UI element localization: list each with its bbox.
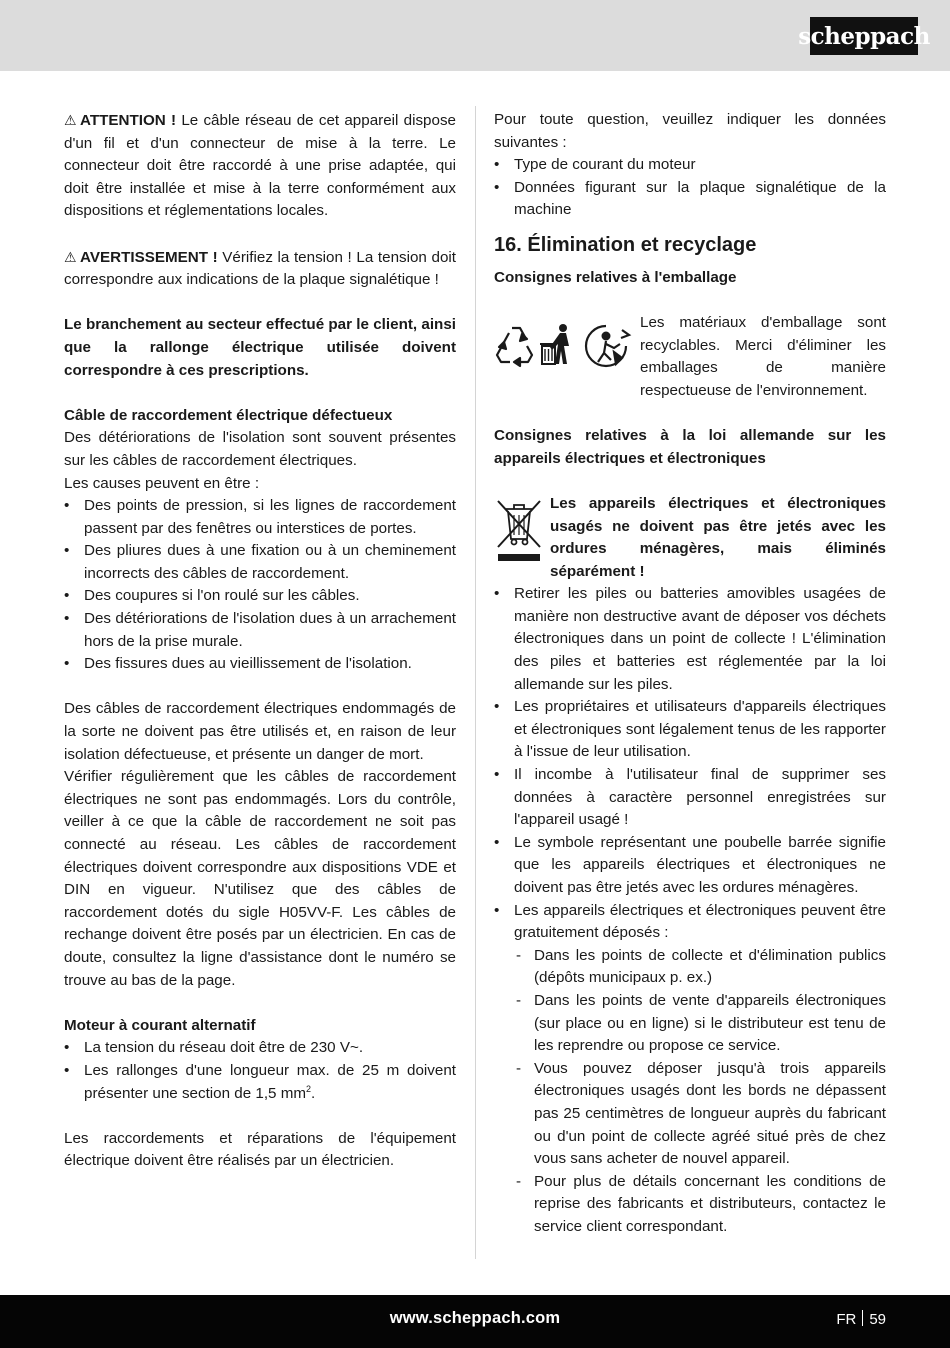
electrician-paragraph: Les raccordements et réparations de l'équipement électrique doivent être réalisés par un électricien. <box>64 1129 456 1170</box>
page-indicator <box>836 1310 886 1328</box>
cable-check-paragraph: Vérifier régulièrement que les câbles de raccordement électriques ne sont pas endommagés. Lors du contrôle, veiller à ce que la câble de raccordement ne soit pas connecté au réseau. Les câbles de raccordement électriques doivent correspondre aux dispositions VDE et DIN en vigueur. N'utilisez que des câbles de raccordement dotés du sigle H05VV-F. Les câbles de rechange doivent être posés par un électricien. En cas de doute, consultez la ligne d'assistance dont le numéro se trouve au bas de la page. <box>64 768 456 989</box>
warning-label: AVERTISSEMENT ! <box>80 248 218 266</box>
warning-triangle-icon: ⚠ <box>64 248 77 265</box>
list-item: • Des pliures dues à une fixation ou à un cheminement incorrects des câbles de raccordement. <box>64 540 456 585</box>
left-column <box>64 109 456 1173</box>
german-law-heading: Consignes relatives à la loi allemande sur les appareils électriques et électroniques <box>494 427 886 467</box>
list-item: • Des coupures si l'on roulé sur les câbles. <box>64 585 456 608</box>
causes-intro: Les causes peuvent en être : <box>64 474 260 492</box>
list-item: • Données figurant sur la plaque signalétique de la machine <box>494 177 886 222</box>
list-item: • La tension du réseau doit être de 230 V~. <box>64 1037 456 1060</box>
attention-label: ATTENTION ! <box>80 112 177 129</box>
defective-cable-heading: Câble de raccordement électrique défectueux <box>64 406 393 424</box>
recycle-person-icon <box>586 326 629 366</box>
weee-notice: Les appareils électriques et électroniques usagés ne doivent pas être jetés avec les ordures ménagères, mais éliminés séparément ! <box>550 494 886 580</box>
list-item: • Le symbole représentant une poubelle barrée signifie que les appareils électriques et électroniques ne doivent pas être jetés avec les ordures ménagères. <box>494 832 886 900</box>
packaging-row <box>494 312 886 402</box>
punctuation: . <box>311 1084 316 1102</box>
questions-list <box>494 154 886 222</box>
client-connection-notice: Le branchement au secteur effectué par le client, ainsi que la rallonge électrique utilisée doivent correspondre à ces prescriptions. <box>64 316 456 379</box>
collection-sub-list <box>514 945 886 1239</box>
recycling-icons <box>494 312 640 372</box>
weee-list <box>494 583 886 1238</box>
packaging-heading: Consignes relatives à l'emballage <box>494 268 737 286</box>
footer-bar <box>0 1295 950 1348</box>
warning-triangle-icon: ⚠ <box>64 112 77 128</box>
attention-notice <box>64 109 456 223</box>
language-code: FR <box>836 1311 857 1328</box>
section-title: 16. Élimination et recyclage <box>494 233 757 256</box>
weee-row <box>494 493 886 583</box>
list-item: • Les propriétaires et utilisateurs d'appareils électriques et électroniques sont légalement tenus de les rapporter à l'issue de leur utilisation. <box>494 696 886 764</box>
right-column <box>494 109 886 1239</box>
list-item <box>64 1060 456 1105</box>
tidyman-icon <box>540 324 569 364</box>
ac-motor-list <box>64 1037 456 1105</box>
questions-intro: Pour toute question, veuillez indiquer les données suivantes : <box>494 111 886 151</box>
list-item <box>494 900 886 1239</box>
header-bar <box>0 0 950 71</box>
sub-list-item: - Pour plus de détails concernant les conditions de reprise des fabricants et distributeurs, contactez le service client correspondant. <box>514 1171 886 1239</box>
scheppach-logo: scheppach <box>810 17 918 55</box>
defective-cable-intro: Des détériorations de l'isolation sont souvent présentes sur les câbles de raccordement électriques. <box>64 429 456 469</box>
website-link[interactable]: www.scheppach.com <box>389 1309 561 1327</box>
packaging-text: Les matériaux d'emballage sont recyclables. Merci d'éliminer les emballages de manière respectueuse de l'environnement. <box>640 314 886 399</box>
sub-list-item: - Dans les points de collecte et d'élimination publics (dépôts municipaux p. ex.) <box>514 945 886 990</box>
list-item: • Retirer les piles ou batteries amovibles usagées de manière non destructive avant de déposer vos déchets électroniques dans un point de collecte ! L'élimination des piles et batteries est réglementée par la loi allemande sur les piles. <box>494 583 886 696</box>
separator <box>862 1310 863 1326</box>
ac-motor-heading: Moteur à courant alternatif <box>64 1016 256 1034</box>
sub-list-item: - Dans les points de vente d'appareils électroniques (sur place ou en ligne) si le distributeur est tenu de les reprendre ou propose ce service. <box>514 990 886 1058</box>
superscript: 2 <box>306 1083 312 1094</box>
damaged-cable-paragraph: Des câbles de raccordement électriques endommagés de la sorte ne doivent pas être utilisés et, en raison de leur isolation défectueuse, et présente un danger de mort. <box>64 700 456 763</box>
extension-cable-text: Les rallonges d'une longueur max. de 25 m doivent présenter une section de 1,5 mm <box>84 1061 456 1102</box>
crossed-bin-icon <box>494 493 544 563</box>
list-item: • Des fissures dues au vieillissement de l'isolation. <box>64 653 456 676</box>
collection-intro: Les appareils électriques et électroniques peuvent être gratuitement déposés : <box>514 901 886 942</box>
causes-list <box>64 495 456 676</box>
sub-list-item: - Vous pouvez déposer jusqu'à trois appareils électroniques usagés dont les bords ne dépassent pas 25 centimètres de longueur auprès du fabricant ou d'un point de collecte agréé situé près de chez vous sans acheter de nouvel appareil. <box>514 1058 886 1171</box>
warning-notice <box>64 246 456 292</box>
list-item: • Type de courant du moteur <box>494 154 886 177</box>
list-item: • Des détériorations de l'isolation dues à un arrachement hors de la prise murale. <box>64 608 456 653</box>
list-item: • Il incombe à l'utilisateur final de supprimer ses données à caractère personnel enregistrées sur l'appareil usagé ! <box>494 764 886 832</box>
page-number: 59 <box>869 1311 886 1328</box>
list-item: • Des points de pression, si les lignes de raccordement passent par des fenêtres ou interstices de portes. <box>64 495 456 540</box>
attention-text: Le câble réseau de cet appareil dispose d'un fil et d'un connecteur de mise à la terre. Le connecteur doit être raccordé à une prise adaptée, qui doit être installée et mise à la terre conformément aux dispositions et réglementations locales. <box>64 112 456 220</box>
recycle-icon <box>497 328 532 366</box>
column-divider <box>475 106 476 1259</box>
warning-text: Vérifiez la tension ! La tension doit correspondre aux indications de la plaque signalétique ! <box>64 248 456 289</box>
